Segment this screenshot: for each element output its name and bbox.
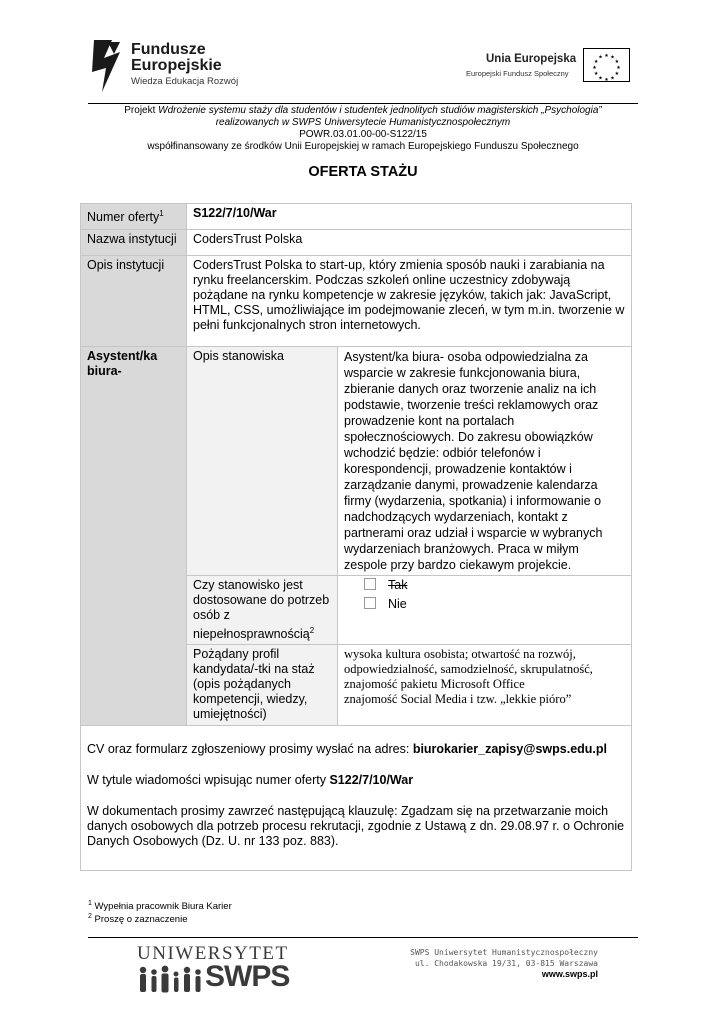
swps-logo-line2: SWPS <box>205 960 290 993</box>
row-offer-number <box>81 204 632 230</box>
svg-text:★: ★ <box>614 71 620 77</box>
institution-label: Nazwa instytucji <box>81 230 187 256</box>
fe-subtitle: Wiedza Edukacja Rozwój <box>131 76 239 87</box>
description-value: CodersTrust Polska to start-up, który zmienia sposób nauki i zarabiania na rynku freelancerskim. Podczas szkoleń online uczestnicy zdobywają pożądane na rynku kompetencje w zakresie języków, takich jak: JavaScript, HTML, CSS, umożliwiające im podejmowanie zleceń, w tym m.in. tworzenie w pełni funkcjonalnych stron internetowych. <box>187 256 632 347</box>
svg-text:★: ★ <box>614 59 620 65</box>
description-label: Opis instytucji <box>81 256 187 347</box>
cv-instruction: CV oraz formularz zgłoszeniowy prosimy wysłać na adres: biurokarier_zapisy@swps.edu.pl <box>87 742 608 757</box>
offer-number-value: S122/7/10/War <box>187 204 632 230</box>
profile-item: znajomość pakietu Microsoft Office <box>344 677 525 692</box>
disability-label: Czy stanowisko jest dostosowane do potrzeb osób z niepełnosprawnością$^2$ <box>187 576 338 645</box>
checkbox-no-icon[interactable] <box>364 597 376 609</box>
project-prefix: Projekt <box>124 105 159 116</box>
option-no[interactable] <box>344 597 625 612</box>
svg-text:★: ★ <box>598 54 603 61</box>
profile-item: odpowiedzialność, samodzielność, skrupulatność, <box>344 662 593 677</box>
row-application <box>81 726 632 871</box>
svg-text:★: ★ <box>598 75 603 82</box>
row-position <box>81 347 632 726</box>
profile-label: Pożądany profil kandydata/-tki na staż (opis pożądanych kompetencji, wiedzy, umiejętności) <box>187 645 338 726</box>
application-info <box>81 726 632 871</box>
svg-text:★: ★ <box>604 53 609 59</box>
footnote-1: $^1$ Wypełnia pracownik Biura Karier <box>88 900 232 913</box>
svg-text:★: ★ <box>593 71 599 77</box>
profile-item: znajomość Social Media i tzw. „lekkie pióro” <box>344 692 572 707</box>
project-title: Wdrożenie systemu staży dla studentów i studentek jednolitych studiów magisterskich „Psychologia” <box>158 105 602 116</box>
row-position-desc <box>187 347 631 576</box>
option-yes-label: Tak <box>388 578 408 592</box>
position-label: Asystent/ka biura- <box>81 347 187 726</box>
position-desc-value: Asystent/ka biura- osoba odpowiedzialna za wsparcie w zakresie funkcjonowania biura, zbieranie danych oraz tworzenie analiz na ich podstawie, tworzenie treści reklamowych oraz prowadzenie kont na portalach społecznościowych. Do zakresu obowiązków wchodzić będzie: odbiór telefonów i korespondencji, prowadzenie kontaktów i zarządzanie danymi, prowadzenie kalendarza firmy (wydarzenia, spotkania) i informowanie o nadchodzących wydarzeniach, kontakt z partnerami oraz udział i wsparcie w wybranych wydarzeniach branżowych. Praca w miłym zespole przy bardzo ciekawym projekcie. <box>338 347 632 576</box>
footnote-ref-1: 1 <box>159 209 164 218</box>
svg-text:★: ★ <box>604 77 609 82</box>
swps-logo-line1: UNIWERSYTET <box>137 943 289 964</box>
row-profile <box>187 645 631 726</box>
svg-text:★: ★ <box>610 75 615 82</box>
project-line1 <box>88 105 638 117</box>
fe-title-line1: Fundusze <box>131 41 206 58</box>
disability-options <box>338 576 632 645</box>
swps-people-icon <box>137 965 205 993</box>
project-funding: współfinansowany ze środków Unii Europejskiej w ramach Europejskiego Funduszu Społecznego <box>147 141 579 152</box>
page-title: OFERTA STAŻU <box>308 164 418 180</box>
row-institution <box>81 230 632 256</box>
position-inner-table <box>187 347 631 725</box>
offer-number-label: Numer oferty$^1$ <box>81 204 187 230</box>
eu-flag-icon <box>583 48 630 82</box>
footer-address-1: SWPS Uniwersytet Humanistycznospołeczny <box>410 948 598 957</box>
position-details <box>187 347 632 726</box>
svg-text:★: ★ <box>592 65 597 71</box>
ue-title: Unia Europejska <box>486 53 577 65</box>
footer-divider <box>88 937 638 938</box>
fe-logo-icon <box>88 38 128 94</box>
footnote-2: $^2$ Proszę o zaznaczenie <box>88 913 188 926</box>
footer-website-link[interactable]: www.swps.pl <box>541 969 598 979</box>
offer-table <box>80 203 632 871</box>
svg-text:★: ★ <box>616 65 621 71</box>
header-divider <box>88 103 638 104</box>
position-desc-label: Opis stanowiska <box>187 347 338 576</box>
svg-text:★: ★ <box>610 54 615 61</box>
gdpr-clause: W dokumentach prosimy zawrzeć następującą klauzulę: Zgadzam się na przetwarzanie moich danych osobowych dla potrzeb procesu rekrutacji, zgodnie z Ustawą z dn. 29.08.97 r. o Ochronie Danych Osobowych (Dz. U. nr 133 poz. 883). <box>87 804 625 849</box>
ue-subtitle: Europejski Fundusz Społeczny <box>466 69 569 78</box>
footer-address-2: ul. Chodakowska 19/31, 03-815 Warszawa <box>414 959 598 968</box>
project-line2 <box>88 117 638 129</box>
cv-email-link[interactable]: biurokarier_zapisy@swps.edu.pl <box>412 742 608 757</box>
subject-code: S122/7/10/War <box>329 773 414 788</box>
option-no-label: Nie <box>388 597 407 611</box>
institution-value: CodersTrust Polska <box>187 230 632 256</box>
checkbox-yes-icon[interactable] <box>364 578 376 590</box>
project-university: realizowanych w SWPS Uniwersytecie Humanistycznospołecznym <box>215 117 511 128</box>
fe-title-line2: Europejskie <box>131 57 222 74</box>
footnote-ref-2: 2 <box>309 626 315 635</box>
option-yes[interactable] <box>344 578 625 593</box>
project-code: POWR.03.01.00-00-S122/15 <box>299 129 427 140</box>
row-disability <box>187 576 631 645</box>
profile-item: wysoka kultura osobista; otwartość na rozwój, <box>344 647 576 662</box>
subject-instruction: W tytule wiadomości wpisując numer oferty S122/7/10/War <box>87 773 414 788</box>
row-description <box>81 256 632 347</box>
svg-text:★: ★ <box>593 59 599 65</box>
profile-list <box>338 645 632 726</box>
